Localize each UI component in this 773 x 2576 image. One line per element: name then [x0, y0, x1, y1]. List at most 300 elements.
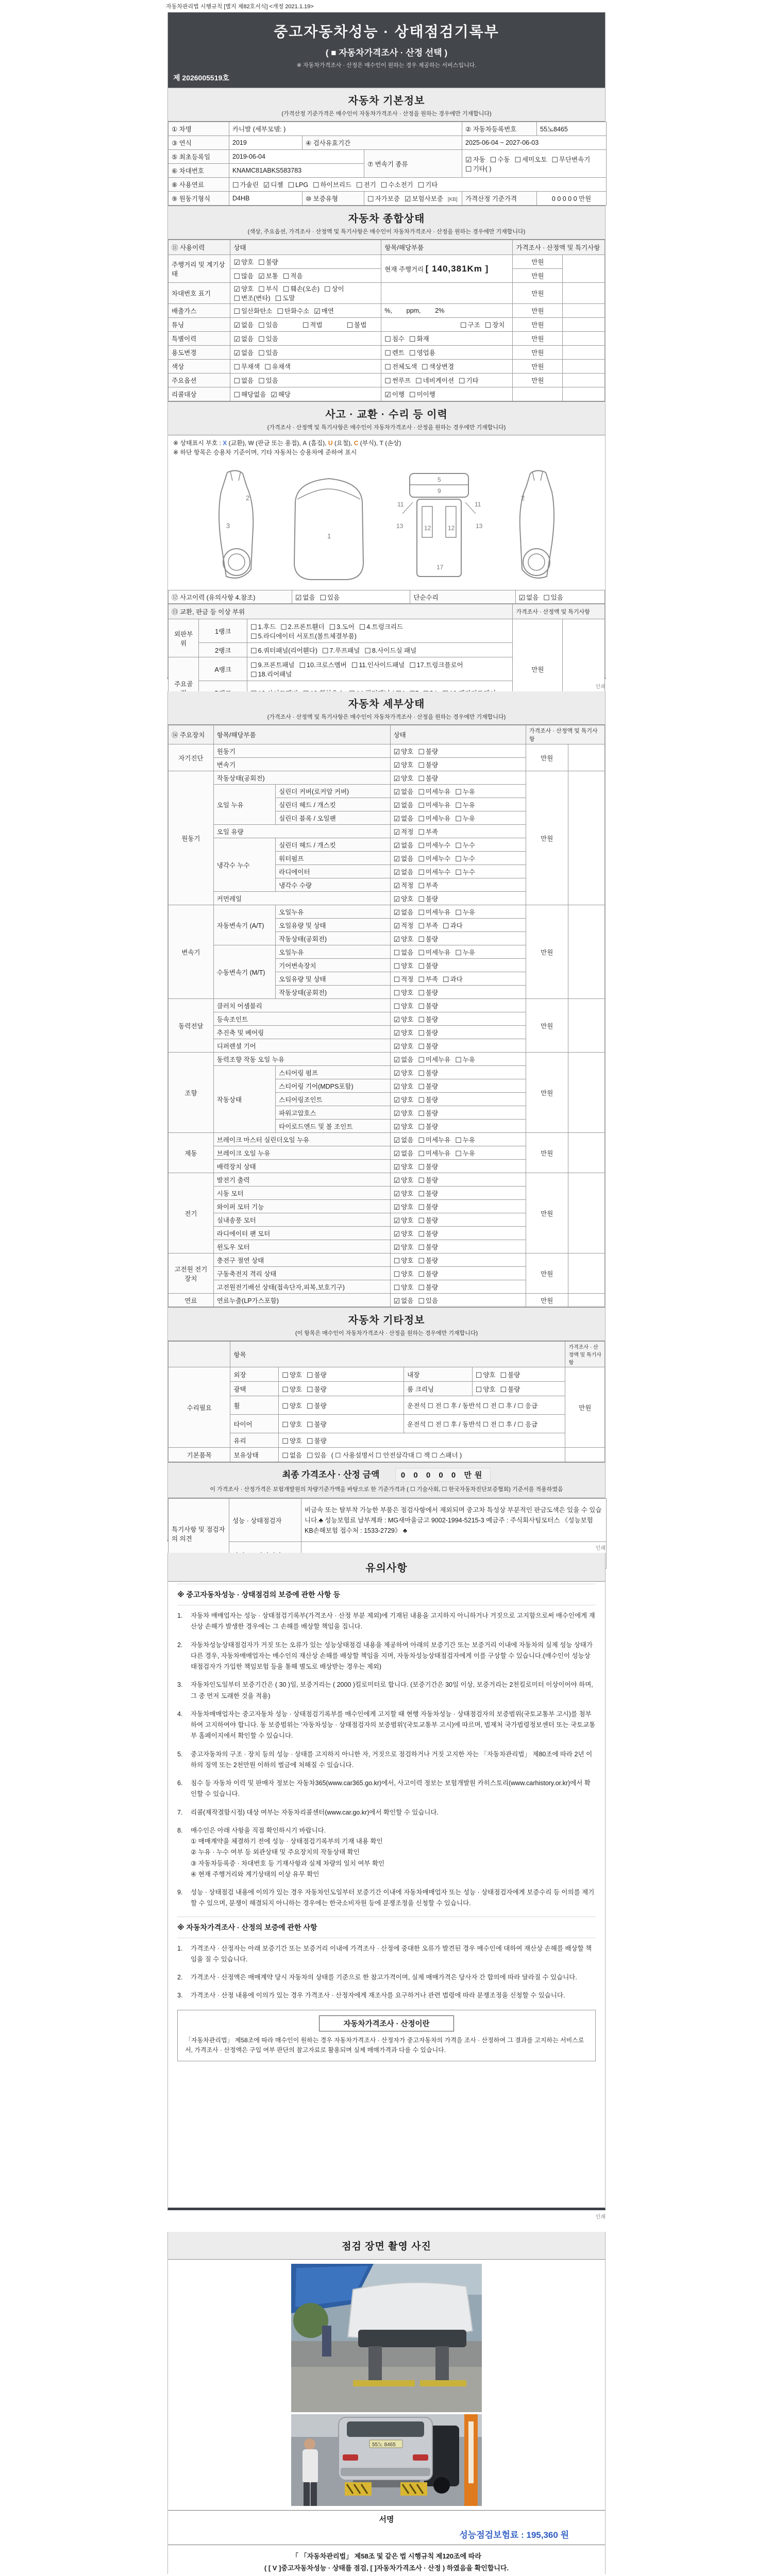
checkbox-icon[interactable]: ☐	[307, 1370, 313, 1379]
checkbox-icon[interactable]: ☐	[380, 181, 388, 189]
checkbox-icon[interactable]: ☐	[324, 285, 331, 293]
checkbox-option[interactable]	[394, 921, 414, 930]
checkbox-icon[interactable]: ☐	[288, 181, 295, 189]
checkbox-icon[interactable]: ☐	[455, 841, 462, 850]
checkbox-option[interactable]	[307, 1450, 327, 1460]
checkbox-option[interactable]	[476, 1370, 496, 1379]
checkbox-icon[interactable]: ☑	[393, 1216, 400, 1225]
checkbox-option[interactable]	[307, 1436, 327, 1445]
checkbox-icon[interactable]: ☑	[393, 760, 400, 769]
checkbox-icon[interactable]: ☑	[263, 181, 270, 189]
checkbox-option[interactable]	[418, 1282, 438, 1292]
basic-items-extra[interactable]: ( ☐ 사용설명서 ☐ 안전삼각대 ☐ 잭 ☐ 스패너 )	[331, 1451, 462, 1459]
checkbox-option[interactable]	[394, 974, 414, 984]
checkbox-option[interactable]	[394, 854, 414, 863]
checkbox-option[interactable]	[233, 293, 270, 302]
checkbox-option[interactable]	[418, 934, 438, 943]
checkbox-option[interactable]	[384, 334, 405, 343]
checkbox-option[interactable]	[418, 1014, 438, 1024]
checkbox-icon[interactable]: ☐	[329, 622, 336, 631]
checkbox-icon[interactable]: ☐	[393, 1002, 400, 1010]
checkbox-option[interactable]	[394, 800, 414, 809]
checkbox-option[interactable]	[418, 1055, 450, 1064]
checkbox-icon[interactable]: ☐	[418, 1015, 425, 1024]
checkbox-icon[interactable]: ☑	[393, 1243, 400, 1251]
checkbox-icon[interactable]: ☐	[418, 921, 425, 930]
checkbox-icon[interactable]: ☐	[418, 1095, 425, 1104]
checkbox-icon[interactable]: ☐	[233, 272, 240, 280]
checkbox-option[interactable]	[303, 320, 323, 329]
checkbox-icon[interactable]: ☐	[443, 921, 449, 930]
checkbox-icon[interactable]: ☐	[250, 660, 257, 669]
checkbox-icon[interactable]: ☐	[551, 155, 558, 164]
checkbox-icon[interactable]: ☐	[460, 321, 467, 329]
checkbox-icon[interactable]: ☑	[393, 1069, 400, 1077]
checkbox-option[interactable]	[394, 1001, 414, 1010]
checkbox-icon[interactable]: ☐	[418, 975, 425, 984]
checkbox-option[interactable]	[347, 320, 367, 329]
checkbox-icon[interactable]: ☐	[475, 1385, 482, 1394]
checkbox-option[interactable]	[283, 284, 320, 293]
checkbox-option[interactable]	[394, 1256, 414, 1265]
checkbox-icon[interactable]: ☐	[514, 155, 522, 164]
checkbox-option[interactable]	[476, 1384, 496, 1394]
checkbox-icon[interactable]: ☐	[418, 1082, 425, 1091]
checkbox-icon[interactable]: ☐	[409, 391, 416, 399]
checkbox-option[interactable]	[280, 622, 324, 631]
checkbox-option[interactable]	[455, 947, 475, 957]
checkbox-option[interactable]	[394, 814, 414, 823]
checkbox-icon[interactable]: ☐	[356, 181, 363, 189]
checkbox-icon[interactable]: ☐	[393, 988, 400, 997]
checkbox-icon[interactable]: ☑	[393, 1176, 400, 1184]
checkbox-icon[interactable]: ☑	[393, 747, 400, 756]
checkbox-option[interactable]	[394, 1041, 414, 1050]
checkbox-option[interactable]	[250, 622, 276, 631]
checkbox-option[interactable]	[418, 1135, 450, 1144]
checkbox-option[interactable]	[418, 974, 438, 984]
checkbox-icon[interactable]: ☐	[282, 1451, 289, 1460]
checkbox-option[interactable]	[394, 1296, 414, 1305]
checkbox-icon[interactable]: ☑	[393, 1015, 400, 1024]
checkbox-option[interactable]	[283, 271, 303, 280]
checkbox-icon[interactable]: ☐	[490, 155, 497, 164]
checkbox-icon[interactable]: ☐	[418, 1028, 425, 1037]
checkbox-icon[interactable]: ☐	[418, 801, 425, 809]
checkbox-option[interactable]	[418, 1028, 438, 1037]
checkbox-icon[interactable]: ☐	[455, 1149, 462, 1158]
checkbox-option[interactable]	[543, 592, 563, 602]
checkbox-icon[interactable]: ☐	[351, 660, 358, 669]
checkbox-option[interactable]	[418, 947, 450, 957]
checkbox-option[interactable]	[394, 773, 414, 783]
checkbox-option[interactable]	[250, 631, 357, 640]
checkbox-option[interactable]	[394, 1108, 414, 1117]
checkbox-option[interactable]	[258, 257, 278, 266]
checkbox-option[interactable]	[322, 646, 360, 655]
checkbox-option[interactable]	[418, 1068, 438, 1077]
checkbox-option[interactable]	[307, 1419, 327, 1429]
checkbox-option[interactable]	[418, 1148, 450, 1158]
checkbox-option[interactable]	[367, 194, 400, 203]
checkbox-icon[interactable]: ☐	[282, 1370, 289, 1379]
checkbox-option[interactable]	[418, 880, 438, 890]
checkbox-icon[interactable]: ☐	[282, 1436, 289, 1445]
checkbox-icon[interactable]: ☐	[418, 1283, 425, 1292]
checkbox-option[interactable]	[233, 320, 254, 329]
checkbox-option[interactable]	[455, 1135, 475, 1144]
checkbox-icon[interactable]: ☑	[393, 787, 400, 796]
checkbox-option[interactable]	[394, 1095, 414, 1104]
checkbox-option[interactable]	[418, 787, 450, 796]
checkbox-icon[interactable]: ☐	[232, 181, 239, 189]
checkbox-icon[interactable]: ☑	[393, 881, 400, 890]
checkbox-option[interactable]	[271, 389, 291, 399]
checkbox-icon[interactable]: ☐	[280, 622, 287, 631]
checkbox-icon[interactable]: ☑	[393, 1122, 400, 1131]
checkbox-icon[interactable]: ☐	[250, 632, 257, 640]
checkbox-icon[interactable]: ☐	[465, 164, 472, 173]
checkbox-option[interactable]	[264, 362, 291, 371]
checkbox-icon[interactable]: ☐	[418, 908, 425, 917]
checkbox-option[interactable]	[233, 306, 272, 315]
checkbox-option[interactable]	[384, 376, 411, 385]
checkbox-option[interactable]	[394, 1081, 414, 1091]
checkbox-option[interactable]	[250, 660, 294, 669]
checkbox-icon[interactable]: ☐	[418, 881, 425, 890]
checkbox-icon[interactable]: ☑	[393, 921, 400, 930]
checkbox-option[interactable]	[500, 1370, 520, 1379]
checkbox-option[interactable]	[277, 306, 309, 315]
checkbox-icon[interactable]: ☐	[500, 1385, 507, 1394]
checkbox-icon[interactable]: ☐	[418, 1055, 425, 1064]
checkbox-option[interactable]	[394, 1229, 414, 1238]
checkbox-icon[interactable]: ☐	[455, 801, 462, 809]
checkbox-icon[interactable]: ☐	[307, 1451, 313, 1460]
checkbox-icon[interactable]: ☐	[418, 854, 425, 863]
checkbox-option[interactable]	[418, 1202, 438, 1211]
checkbox-icon[interactable]: ☐	[233, 377, 240, 385]
checkbox-option[interactable]	[405, 194, 443, 203]
checkbox-option[interactable]	[282, 1370, 302, 1379]
checkbox-option[interactable]	[307, 1384, 327, 1394]
checkbox-option[interactable]	[443, 921, 463, 930]
checkbox-option[interactable]	[282, 1450, 302, 1460]
checkbox-icon[interactable]: ☑	[314, 307, 321, 315]
checkbox-icon[interactable]: ☑	[393, 894, 400, 903]
checkbox-option[interactable]	[233, 362, 260, 371]
checkbox-option[interactable]	[418, 1296, 438, 1305]
checkbox-option[interactable]	[232, 180, 259, 189]
checkbox-option[interactable]	[418, 1108, 438, 1117]
checkbox-option[interactable]	[418, 988, 438, 997]
checkbox-icon[interactable]: ☐	[282, 1401, 289, 1410]
checkbox-icon[interactable]: ☐	[258, 335, 265, 343]
checkbox-icon[interactable]: ☐	[418, 760, 425, 769]
checkbox-option[interactable]	[394, 1055, 414, 1064]
checkbox-icon[interactable]: ☐	[418, 935, 425, 943]
checkbox-icon[interactable]: ☑	[258, 272, 265, 280]
checkbox-icon[interactable]: ☐	[459, 377, 465, 385]
checkbox-option[interactable]	[258, 348, 278, 357]
checkbox-option[interactable]	[233, 257, 254, 266]
checkbox-option[interactable]	[314, 306, 334, 315]
checkbox-icon[interactable]: ☐	[484, 321, 492, 329]
checkbox-option[interactable]	[233, 376, 254, 385]
checkbox-option[interactable]	[394, 894, 414, 903]
checkbox-option[interactable]	[394, 1014, 414, 1024]
checkbox-option[interactable]	[455, 787, 475, 796]
checkbox-icon[interactable]: ☐	[418, 1136, 425, 1144]
checkbox-option[interactable]	[418, 1269, 438, 1278]
checkbox-icon[interactable]: ☑	[404, 195, 411, 203]
checkbox-option[interactable]	[409, 660, 463, 669]
checkbox-icon[interactable]: ☐	[418, 787, 425, 796]
checkbox-option[interactable]	[394, 1269, 414, 1278]
checkbox-icon[interactable]: ☑	[393, 868, 400, 876]
checkbox-icon[interactable]: ☐	[418, 1243, 425, 1251]
checkbox-icon[interactable]: ☐	[282, 1385, 289, 1394]
checkbox-option[interactable]	[384, 348, 405, 357]
checkbox-option[interactable]	[455, 867, 475, 876]
checkbox-option[interactable]	[275, 293, 295, 302]
checkbox-option[interactable]	[455, 840, 475, 850]
checkbox-icon[interactable]: ☑	[393, 1202, 400, 1211]
checkbox-option[interactable]	[455, 814, 475, 823]
checkbox-icon[interactable]: ☐	[275, 294, 282, 302]
checkbox-icon[interactable]: ☐	[422, 363, 428, 371]
checkbox-icon[interactable]: ☑	[393, 1109, 400, 1117]
checkbox-option[interactable]	[394, 880, 414, 890]
checkbox-icon[interactable]: ☐	[307, 1401, 313, 1410]
checkbox-icon[interactable]: ☑	[233, 285, 240, 293]
checkbox-option[interactable]	[356, 180, 376, 189]
checkbox-icon[interactable]: ☐	[233, 391, 240, 399]
checkbox-icon[interactable]: ☐	[418, 1202, 425, 1211]
checkbox-icon[interactable]: ☑	[393, 935, 400, 943]
checkbox-icon[interactable]: ☐	[418, 961, 425, 970]
checkbox-icon[interactable]: ☐	[415, 377, 422, 385]
checkbox-icon[interactable]: ☐	[418, 1189, 425, 1198]
checkbox-icon[interactable]: ☑	[393, 827, 400, 836]
checkbox-option[interactable]	[418, 854, 450, 863]
checkbox-option[interactable]	[394, 907, 414, 917]
checkbox-option[interactable]	[307, 1401, 327, 1410]
checkbox-icon[interactable]: ☑	[393, 1229, 400, 1238]
checkbox-icon[interactable]: ☐	[418, 1256, 425, 1265]
checkbox-icon[interactable]: ☑	[393, 1189, 400, 1198]
checkbox-option[interactable]	[551, 155, 590, 164]
checkbox-icon[interactable]: ☑	[393, 1136, 400, 1144]
checkbox-icon[interactable]: ☑	[393, 1082, 400, 1091]
checkbox-option[interactable]	[418, 1095, 438, 1104]
checkbox-icon[interactable]: ☑	[393, 841, 400, 850]
checkbox-icon[interactable]: ☐	[443, 975, 449, 984]
checkbox-option[interactable]	[263, 180, 283, 189]
checkbox-icon[interactable]: ☐	[299, 660, 306, 669]
checkbox-option[interactable]	[282, 1401, 302, 1410]
checkbox-option[interactable]	[455, 1055, 475, 1064]
checkbox-option[interactable]	[394, 1135, 414, 1144]
checkbox-icon[interactable]: ☑	[393, 1296, 400, 1305]
checkbox-icon[interactable]: ☐	[346, 321, 354, 329]
checkbox-icon[interactable]: ☐	[393, 948, 400, 957]
checkbox-icon[interactable]: ☐	[233, 307, 240, 315]
checkbox-option[interactable]	[418, 1081, 438, 1091]
checkbox-option[interactable]	[233, 271, 254, 280]
checkbox-option[interactable]	[418, 961, 438, 970]
checkbox-option[interactable]	[394, 840, 414, 850]
checkbox-icon[interactable]: ☐	[475, 1370, 482, 1379]
checkbox-option[interactable]	[418, 1041, 438, 1050]
checkbox-icon[interactable]: ☐	[455, 787, 462, 796]
checkbox-icon[interactable]: ☐	[393, 975, 400, 984]
checkbox-icon[interactable]: ☐	[359, 622, 366, 631]
checkbox-option[interactable]	[250, 669, 292, 679]
checkbox-option[interactable]	[455, 800, 475, 809]
checkbox-option[interactable]	[394, 760, 414, 769]
checkbox-icon[interactable]: ☐	[418, 1122, 425, 1131]
checkbox-icon[interactable]: ☐	[282, 1420, 289, 1429]
checkbox-option[interactable]	[394, 1242, 414, 1251]
checkbox-icon[interactable]: ☐	[418, 774, 425, 783]
checkbox-icon[interactable]: ☐	[418, 1109, 425, 1117]
checkbox-option[interactable]	[282, 1384, 302, 1394]
checkbox-option[interactable]	[422, 362, 454, 371]
checkbox-icon[interactable]: ☐	[455, 1055, 462, 1064]
checkbox-option[interactable]	[394, 1282, 414, 1292]
checkbox-option[interactable]	[409, 334, 429, 343]
checkbox-option[interactable]	[394, 827, 414, 836]
checkbox-icon[interactable]: ☑	[384, 391, 391, 399]
checkbox-option[interactable]	[394, 867, 414, 876]
checkbox-icon[interactable]: ☐	[409, 349, 416, 357]
checkbox-icon[interactable]: ☑	[233, 258, 240, 266]
checkbox-option[interactable]	[418, 907, 450, 917]
checkbox-option[interactable]	[465, 155, 485, 164]
checkbox-option[interactable]	[418, 180, 438, 189]
checkbox-icon[interactable]: ☐	[418, 1216, 425, 1225]
checkbox-icon[interactable]: ☑	[271, 391, 277, 399]
checkbox-icon[interactable]: ☐	[418, 948, 425, 957]
checkbox-option[interactable]	[394, 988, 414, 997]
checkbox-option[interactable]	[409, 348, 435, 357]
checkbox-icon[interactable]: ☑	[393, 1042, 400, 1050]
checkbox-icon[interactable]: ☐	[418, 1269, 425, 1278]
checkbox-icon[interactable]: ☐	[455, 948, 462, 957]
checkbox-option[interactable]	[299, 660, 346, 669]
checkbox-option[interactable]	[443, 974, 463, 984]
checkbox-option[interactable]	[415, 376, 454, 385]
checkbox-icon[interactable]: ☐	[418, 814, 425, 823]
print-button[interactable]: 인쇄	[595, 684, 606, 690]
checkbox-icon[interactable]: ☐	[258, 258, 265, 266]
checkbox-icon[interactable]: ☐	[455, 814, 462, 823]
checkbox-option[interactable]	[418, 1189, 438, 1198]
checkbox-icon[interactable]: ☐	[418, 868, 425, 876]
print-button[interactable]: 인쇄	[595, 1546, 606, 1551]
checkbox-icon[interactable]: ☐	[282, 272, 290, 280]
checkbox-icon[interactable]: ☐	[367, 195, 374, 203]
checkbox-icon[interactable]: ☑	[393, 1149, 400, 1158]
checkbox-icon[interactable]: ☐	[250, 646, 257, 655]
checkbox-option[interactable]	[295, 592, 315, 602]
checkbox-icon[interactable]: ☐	[418, 1149, 425, 1158]
checkbox-option[interactable]	[465, 164, 492, 173]
checkbox-icon[interactable]: ☐	[418, 1042, 425, 1050]
checkbox-icon[interactable]: ☐	[384, 335, 391, 343]
checkbox-icon[interactable]: ☐	[258, 377, 265, 385]
checkbox-icon[interactable]: ☐	[384, 363, 391, 371]
checkbox-icon[interactable]: ☐	[455, 854, 462, 863]
checkbox-icon[interactable]: ☐	[418, 894, 425, 903]
checkbox-option[interactable]	[394, 747, 414, 756]
checkbox-option[interactable]	[418, 1162, 438, 1171]
checkbox-icon[interactable]: ☑	[393, 1095, 400, 1104]
checkbox-option[interactable]	[394, 1175, 414, 1184]
checkbox-icon[interactable]: ☐	[418, 747, 425, 756]
checkbox-option[interactable]	[455, 1148, 475, 1158]
checkbox-icon[interactable]: ☐	[250, 670, 257, 679]
wheel-position-options[interactable]: 운전석 ☐ 전 ☐ 후 / 동반석 ☐ 전 ☐ 후 / ☐ 응급	[404, 1415, 565, 1433]
checkbox-option[interactable]	[418, 840, 450, 850]
checkbox-option[interactable]	[258, 320, 278, 329]
checkbox-option[interactable]	[418, 921, 438, 930]
checkbox-option[interactable]	[307, 1370, 327, 1379]
checkbox-option[interactable]	[418, 747, 438, 756]
checkbox-option[interactable]	[418, 894, 438, 903]
checkbox-icon[interactable]: ☑	[393, 814, 400, 823]
checkbox-option[interactable]	[394, 787, 414, 796]
checkbox-icon[interactable]: ☐	[282, 285, 290, 293]
checkbox-icon[interactable]: ☐	[307, 1436, 313, 1445]
checkbox-icon[interactable]: ☐	[264, 363, 271, 371]
checkbox-option[interactable]	[460, 320, 480, 329]
checkbox-option[interactable]	[418, 1256, 438, 1265]
checkbox-icon[interactable]: ☐	[500, 1370, 507, 1379]
checkbox-icon[interactable]: ☐	[258, 349, 265, 357]
checkbox-option[interactable]	[418, 1229, 438, 1238]
checkbox-icon[interactable]: ☐	[393, 1256, 400, 1265]
checkbox-option[interactable]	[500, 1384, 520, 1394]
checkbox-option[interactable]	[258, 284, 278, 293]
checkbox-icon[interactable]: ☐	[233, 363, 240, 371]
checkbox-option[interactable]	[418, 760, 438, 769]
checkbox-option[interactable]	[418, 867, 450, 876]
checkbox-option[interactable]	[381, 180, 413, 189]
checkbox-icon[interactable]: ☐	[418, 1162, 425, 1171]
checkbox-option[interactable]	[394, 1028, 414, 1037]
checkbox-icon[interactable]: ☑	[393, 1162, 400, 1171]
checkbox-icon[interactable]: ☐	[393, 1269, 400, 1278]
checkbox-icon[interactable]: ☐	[409, 335, 416, 343]
checkbox-option[interactable]	[258, 334, 278, 343]
checkbox-icon[interactable]: ☐	[322, 646, 329, 655]
checkbox-icon[interactable]: ☐	[364, 646, 371, 655]
checkbox-icon[interactable]: ☐	[418, 1002, 425, 1010]
checkbox-option[interactable]	[282, 1419, 302, 1429]
checkbox-icon[interactable]: ☐	[393, 1283, 400, 1292]
checkbox-option[interactable]	[394, 1148, 414, 1158]
checkbox-icon[interactable]: ☑	[233, 349, 240, 357]
checkbox-option[interactable]	[233, 389, 266, 399]
checkbox-option[interactable]	[394, 1189, 414, 1198]
checkbox-option[interactable]	[409, 389, 435, 399]
checkbox-icon[interactable]: ☐	[418, 827, 425, 836]
checkbox-icon[interactable]: ☐	[418, 1229, 425, 1238]
checkbox-option[interactable]	[394, 1202, 414, 1211]
checkbox-option[interactable]	[455, 907, 475, 917]
